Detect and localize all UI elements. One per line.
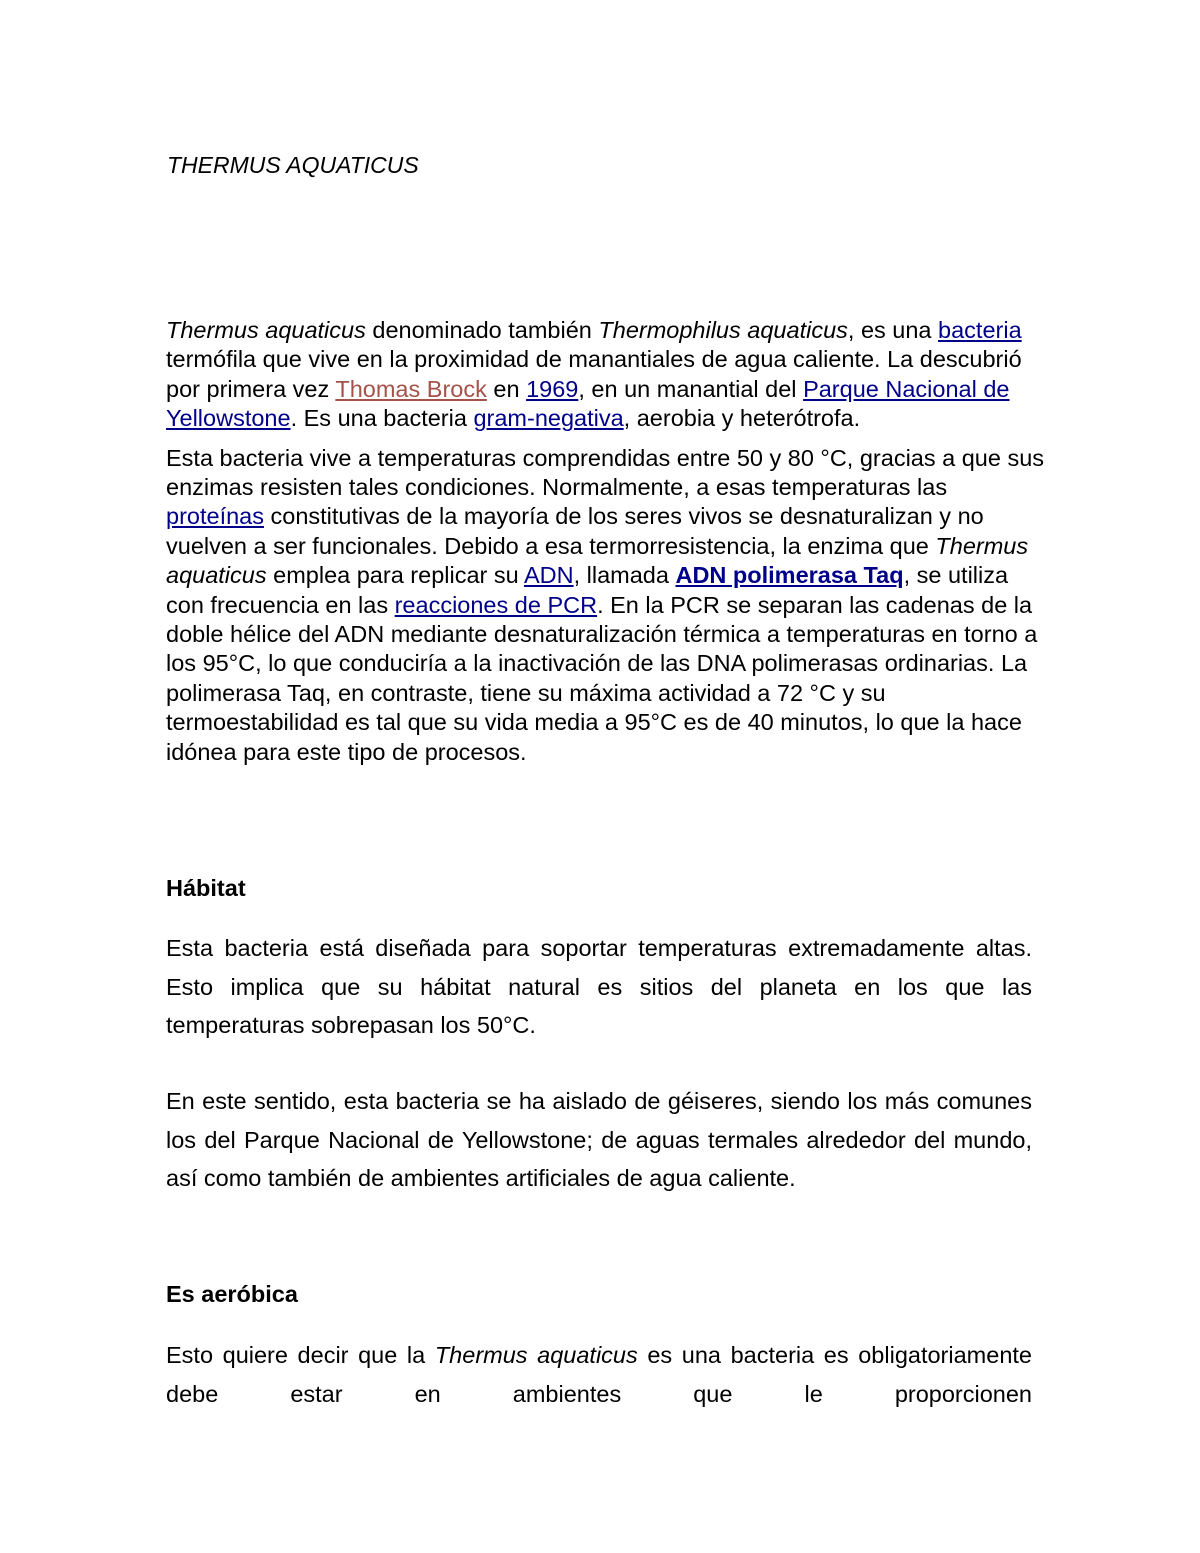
section-heading-habitat: Hábitat [166,875,246,901]
text-run: denominado también [365,317,599,343]
habitat-paragraph-2-block [166,1082,1032,1198]
link-proteinas[interactable]: proteínas [166,503,264,530]
text-run: constitutivas de la mayoría de los seres vivos se desnaturalizan y no vuelven a ser funcionales. Debido a esa termorresistencia, la enzima que [166,503,984,559]
text-run: . Es una bacteria [290,405,474,432]
link-bacteria[interactable]: bacteria [938,317,1022,343]
intro-section [166,316,1046,767]
text-run: , es una [847,317,939,343]
text-run: , en un manantial del [578,375,804,402]
habitat-heading-block [166,875,1032,902]
species-name: Thermus aquaticus [166,317,366,343]
text-run: , aerobia y heterótrofa. [623,405,861,432]
species-name: Thermus aquaticus [434,1342,638,1368]
aerobica-paragraph-block [166,1336,1032,1413]
link-adn[interactable]: ADN [523,562,574,589]
text-run: , se utiliza con frecuencia en las [166,562,1009,618]
text-run: es una bacteria es obligatoriamente debe estar en ambientes que le proporcionen [166,1342,1032,1407]
text-run: Esta bacteria vive a temperaturas comprendidas entre 50 y 80 °C, gracias a que sus enzimas resisten tales condiciones. Normalmente, a esas temperaturas las [166,444,1045,501]
document-title: THERMUS AQUATICUS [167,152,419,178]
text-run: . En la PCR se separan las cadenas de la doble hélice del ADN mediante desnaturalización térmica a temperaturas en torno a los 95°C, lo que conduciría a la inactivación de las DNA polimerasas ordinarias. La polimerasa Taq, en contraste, tiene su máxima actividad a 72 °C y su termoestabilidad es tal que su vida media a 95°C es de 40 minutos, lo que la hace idónea para este tipo de procesos. [166,591,1038,765]
text-run: termófila que vive en la proximidad de manantiales de agua caliente. La descubrió por primera vez [166,346,1022,402]
text-run: Esto quiere decir que la [166,1342,435,1368]
text-run: emplea para replicar su [266,562,524,589]
habitat-paragraph-1: Esta bacteria está diseñada para soportar temperaturas extremadamente altas. Esto implica que su hábitat natural es sitios del planeta en los que las temperaturas sobrepasan los 50°C. [166,935,1032,1038]
habitat-paragraph-2: En este sentido, esta bacteria se ha aislado de géiseres, siendo los más comunes los del Parque Nacional de Yellowstone; de aguas termales alrededor del mundo, así como también de ambientes artificiales de agua caliente. [166,1088,1032,1191]
link-gram-negativa[interactable]: gram-negativa [473,405,624,432]
species-synonym: Thermophilus aquaticus [598,317,848,343]
aerobica-heading-block [166,1281,1032,1308]
link-adn-polimerasa-taq[interactable]: ADN polimerasa Taq [675,562,904,589]
habitat-paragraph-1-block [166,929,1032,1045]
link-1969[interactable]: 1969 [526,375,579,402]
aerobica-paragraph [166,1336,1032,1413]
section-heading-aerobica: Es aeróbica [166,1281,298,1307]
link-parque-yellowstone[interactable]: Parque Nacional de Yellowstone [166,375,1010,432]
link-reacciones-pcr[interactable]: reacciones de PCR [394,591,598,618]
species-name: Thermus aquaticus [166,532,1029,589]
text-run: en [486,375,527,402]
text-run: , llamada [573,562,676,589]
intro-paragraph-1 [166,316,1046,434]
link-thomas-brock[interactable]: Thomas Brock [335,375,487,402]
intro-paragraph-2 [166,444,1046,767]
